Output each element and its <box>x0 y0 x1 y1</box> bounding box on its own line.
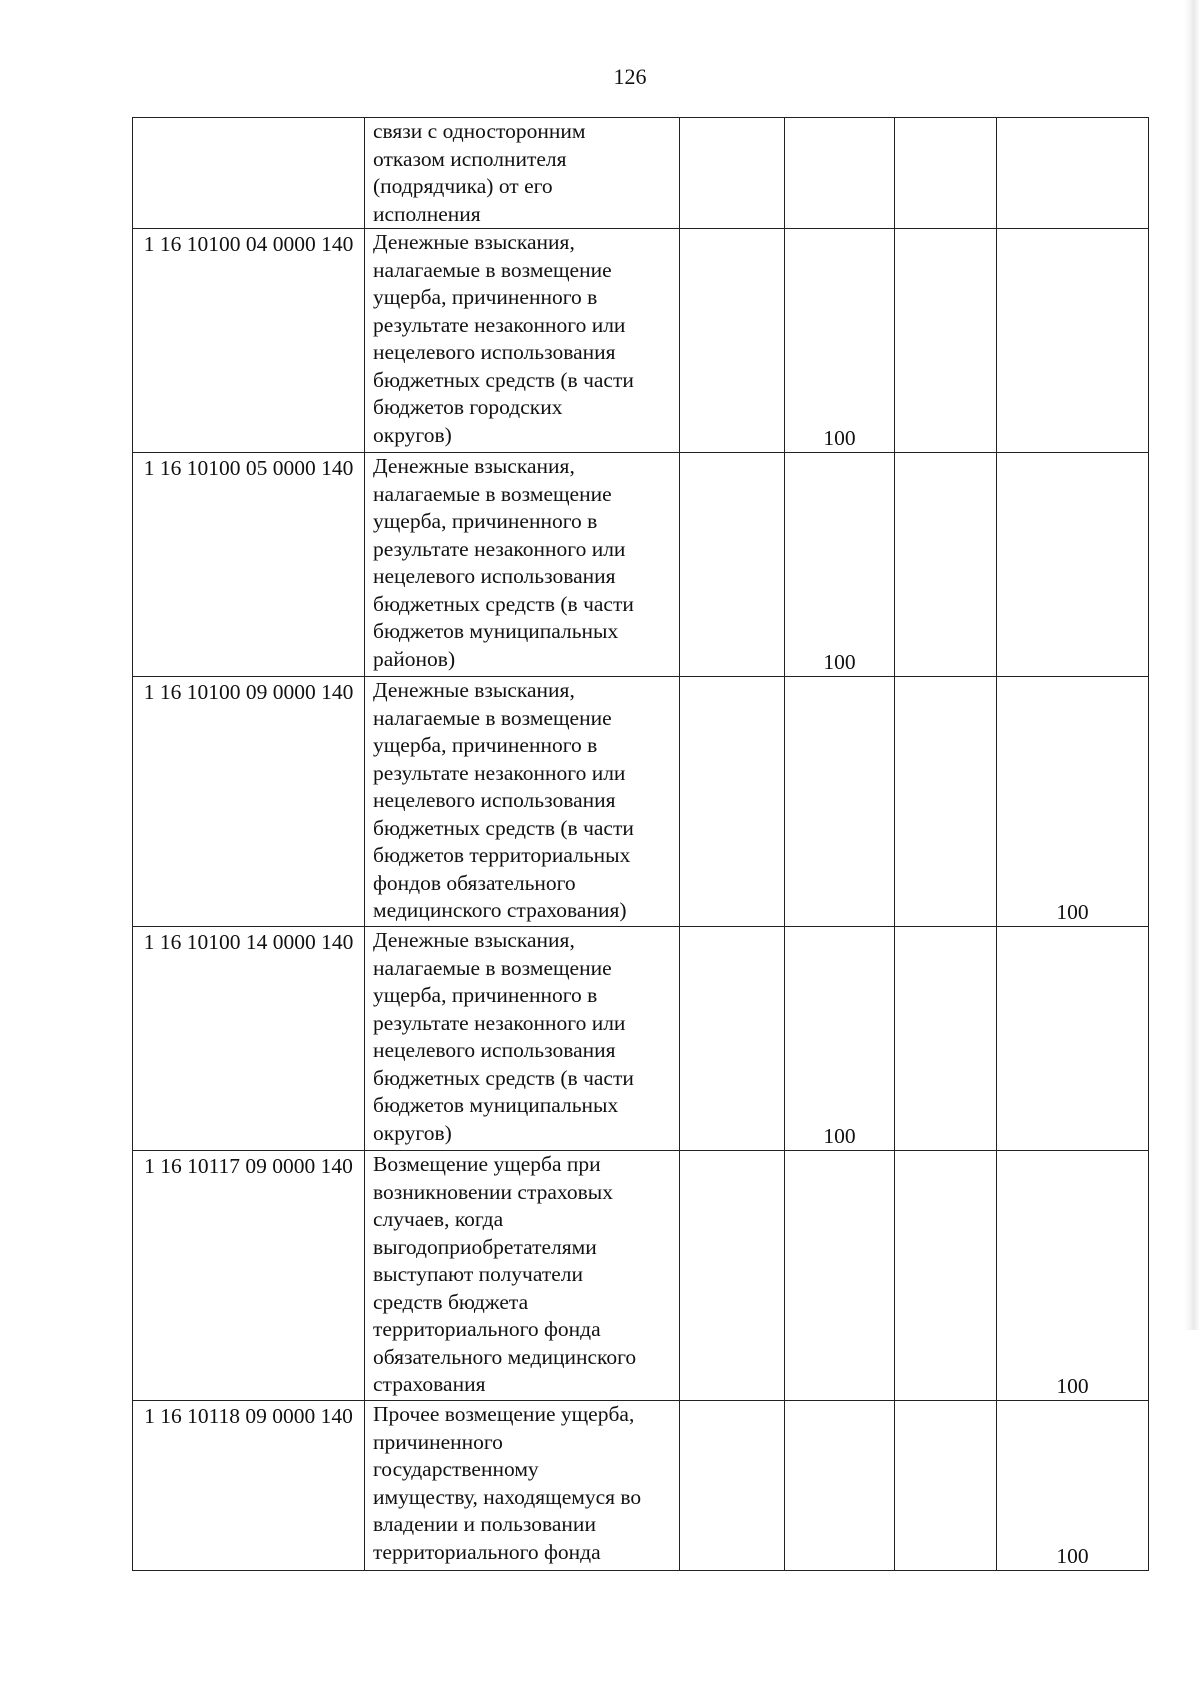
value-cell <box>785 1151 895 1401</box>
description-line: владении и пользовании <box>373 1512 596 1536</box>
description-line: случаев, когда <box>373 1207 504 1231</box>
description-cell <box>365 118 680 229</box>
description-line: ущерба, причиненного в <box>373 733 598 757</box>
kbk-code-cell: 1 16 10118 09 0000 140 <box>133 1401 365 1571</box>
description-line: налагаемые в возмещение <box>373 257 612 282</box>
description-line: результате незаконного или <box>373 760 626 785</box>
description-line: исполнения <box>373 201 481 226</box>
description-line: связи с односторонним <box>373 119 586 143</box>
value-cell <box>895 453 997 677</box>
value-cell <box>895 927 997 1151</box>
description-line: результате незаконного или <box>373 312 626 337</box>
value-cell: 100 <box>785 927 895 1151</box>
description-line: Денежные взыскания, <box>373 454 575 478</box>
value-cell <box>680 927 785 1151</box>
value-cell <box>680 453 785 677</box>
table-row <box>133 229 1149 453</box>
description-line: территориального фонда <box>373 1317 601 1341</box>
budget-revenue-table <box>132 117 1149 1571</box>
description-line: государственному <box>373 1457 539 1481</box>
description-line: бюджетов муниципальных <box>373 619 619 643</box>
description-line: имуществу, находящемуся во <box>373 1484 642 1509</box>
description-line: Денежные взыскания, <box>373 928 575 952</box>
value-cell <box>997 229 1149 453</box>
description-line: обязательного медицинского <box>373 1344 637 1369</box>
value-cell <box>680 1151 785 1401</box>
description-cell <box>365 1151 680 1401</box>
kbk-code-cell: 1 16 10100 05 0000 140 <box>133 453 365 677</box>
description-line: возникновении страховых <box>373 1179 613 1204</box>
table-row <box>133 677 1149 927</box>
value-cell: 100 <box>997 677 1149 927</box>
value-cell <box>895 677 997 927</box>
description-line: ущерба, причиненного в <box>373 509 598 533</box>
scan-edge-artifact <box>1184 0 1200 1330</box>
value-cell <box>997 453 1149 677</box>
table-row <box>133 453 1149 677</box>
description-line: бюджетов муниципальных <box>373 1093 619 1117</box>
description-line: Денежные взыскания, <box>373 230 575 254</box>
description-line: отказом исполнителя <box>373 146 567 171</box>
description-line: бюджетных средств (в части <box>373 591 634 616</box>
description-line: бюджетных средств (в части <box>373 815 634 840</box>
value-cell <box>785 118 895 229</box>
description-line: территориального фонда <box>373 1539 601 1564</box>
description-cell <box>365 927 680 1151</box>
description-line: Возмещение ущерба при <box>373 1152 601 1176</box>
value-cell <box>680 118 785 229</box>
description-line: нецелевого использования <box>373 788 616 812</box>
description-cell <box>365 677 680 927</box>
description-line: результате незаконного или <box>373 536 626 561</box>
value-cell <box>785 677 895 927</box>
value-cell <box>895 1151 997 1401</box>
description-line: фондов обязательного <box>373 870 576 895</box>
kbk-code-cell: 1 16 10100 09 0000 140 <box>133 677 365 927</box>
value-cell <box>997 118 1149 229</box>
value-cell <box>895 1401 997 1571</box>
table-row <box>133 118 1149 229</box>
value-cell <box>680 229 785 453</box>
description-line: бюджетных средств (в части <box>373 367 634 392</box>
value-cell: 100 <box>785 229 895 453</box>
value-cell <box>997 927 1149 1151</box>
value-cell: 100 <box>785 453 895 677</box>
description-line: налагаемые в возмещение <box>373 955 612 980</box>
value-cell: 100 <box>997 1401 1149 1571</box>
value-cell <box>680 1401 785 1571</box>
description-cell <box>365 453 680 677</box>
description-line: ущерба, причиненного в <box>373 285 598 309</box>
description-line: районов) <box>373 646 456 671</box>
value-cell: 100 <box>997 1151 1149 1401</box>
description-line: нецелевого использования <box>373 1038 616 1062</box>
kbk-code-cell: 1 16 10100 14 0000 140 <box>133 927 365 1151</box>
description-line: налагаемые в возмещение <box>373 705 612 730</box>
description-line: бюджетов городских <box>373 395 563 419</box>
kbk-code-cell: 1 16 10117 09 0000 140 <box>133 1151 365 1401</box>
description-line: округов) <box>373 1120 452 1145</box>
description-cell <box>365 1401 680 1571</box>
description-line: Прочее возмещение ущерба, <box>373 1402 635 1426</box>
description-line: нецелевого использования <box>373 340 616 364</box>
description-line: Денежные взыскания, <box>373 678 575 702</box>
description-line: (подрядчика) от его <box>373 174 553 198</box>
description-line: бюджетов территориальных <box>373 843 631 867</box>
description-line: причиненного <box>373 1429 503 1454</box>
table-row <box>133 1401 1149 1571</box>
table-row <box>133 1151 1149 1401</box>
table-body <box>133 118 1149 1571</box>
description-line: налагаемые в возмещение <box>373 481 612 506</box>
description-line: медицинского страхования) <box>373 898 627 922</box>
value-cell <box>895 118 997 229</box>
page-number: 126 <box>613 64 647 89</box>
description-line: бюджетных средств (в части <box>373 1065 634 1090</box>
description-line: выступают получатели <box>373 1262 584 1286</box>
description-line: средств бюджета <box>373 1289 529 1314</box>
description-line: округов) <box>373 422 452 447</box>
description-line: нецелевого использования <box>373 564 616 588</box>
value-cell <box>785 1401 895 1571</box>
value-cell <box>680 677 785 927</box>
description-line: страхования <box>373 1372 486 1396</box>
value-cell <box>895 229 997 453</box>
kbk-code-cell <box>133 118 365 229</box>
description-cell <box>365 229 680 453</box>
description-line: выгодоприобретателями <box>373 1234 597 1259</box>
kbk-code-cell: 1 16 10100 04 0000 140 <box>133 229 365 453</box>
description-line: ущерба, причиненного в <box>373 983 598 1007</box>
table-row <box>133 927 1149 1151</box>
description-line: результате незаконного или <box>373 1010 626 1035</box>
